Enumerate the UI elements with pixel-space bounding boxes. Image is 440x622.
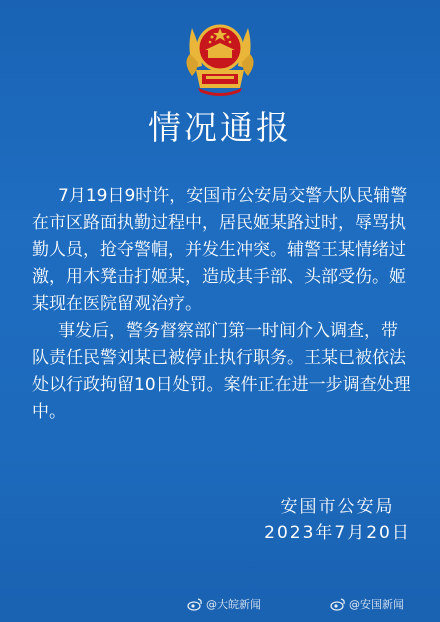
- issue-date: 2023年7月20日: [264, 523, 411, 543]
- watermark: [330, 596, 404, 612]
- body-line: 中。: [32, 402, 66, 422]
- watermark-bar: [0, 596, 440, 618]
- page-title: 情况通报: [148, 108, 292, 147]
- body-line: 在市区路面执勤过程中，居民姬某路过时，辱骂执: [32, 213, 406, 233]
- body-line: 某现在医院留观治疗。: [32, 294, 202, 314]
- signature-block: [250, 494, 425, 546]
- body-line: 勤人员，抢夺警帽，并发生冲突。辅警王某情绪过: [32, 240, 406, 260]
- notice-body: [32, 183, 412, 426]
- body-line: 激，用木凳击打姬某，造成其手部、头部受伤。姬: [32, 267, 406, 287]
- body-line: 事发后，警务督察部门第一时间介入调查，带: [58, 321, 398, 341]
- watermark-text: @安国新闻: [349, 598, 404, 611]
- weibo-logo-icon: [187, 597, 203, 611]
- weibo-logo-icon: [330, 597, 346, 611]
- watermark: [187, 596, 261, 612]
- body-line: 处以行政拘留10日处罚。案件正在进一步调查处理: [32, 375, 411, 395]
- body-line: 队责任民警刘某已被停止执行职务。王某已被依法: [32, 348, 406, 368]
- issuer-name: 安国市公安局: [280, 497, 395, 517]
- body-line: 7月19日9时许，安国市公安局交警大队民辅警: [58, 186, 408, 206]
- watermark-text: @大皖新闻: [206, 598, 261, 611]
- police-emblem-icon: [180, 10, 260, 96]
